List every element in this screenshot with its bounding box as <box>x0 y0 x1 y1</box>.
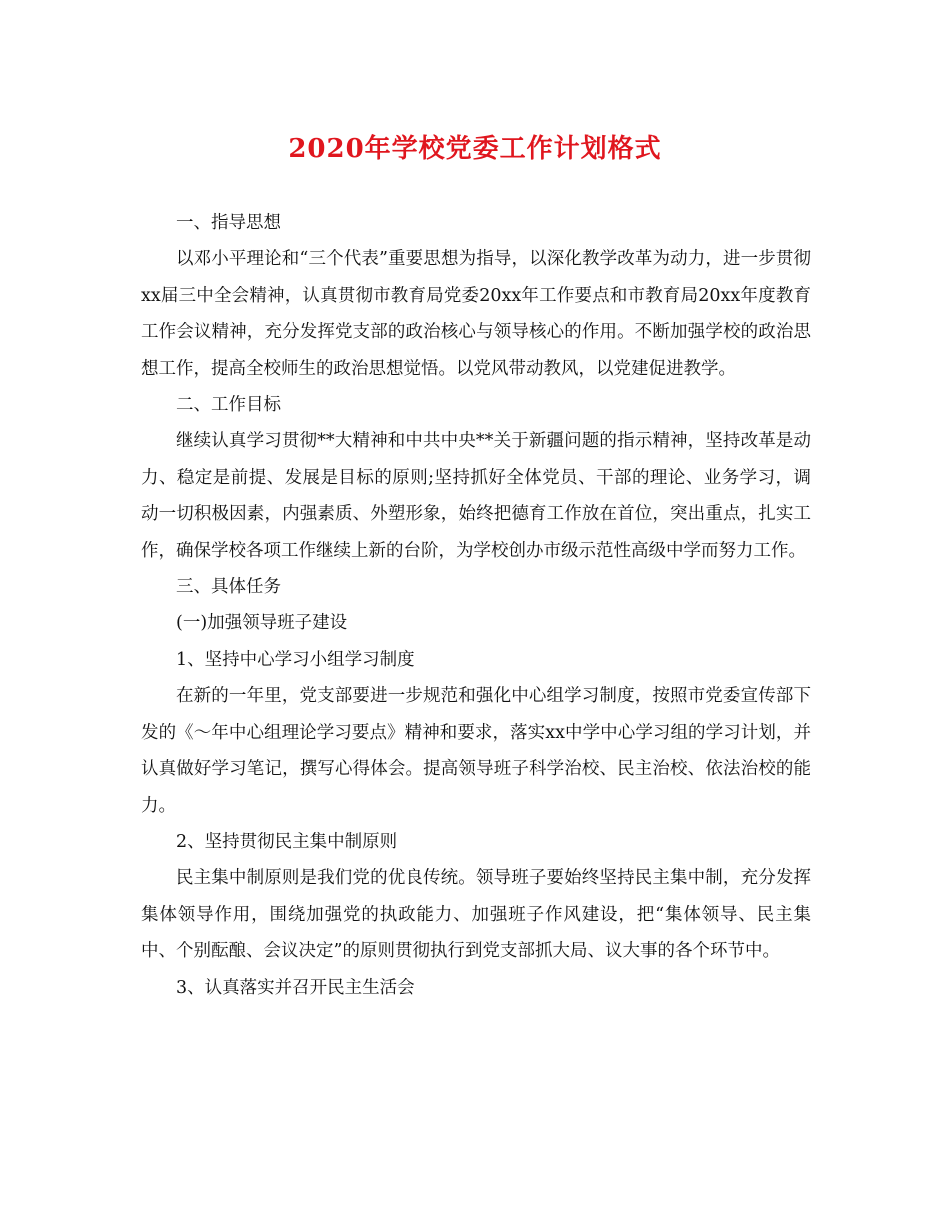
paragraph: 继续认真学习贯彻**大精神和中共中央**关于新疆问题的指示精神，坚持改革是动力、稳定是前提、发展是目标的原则;坚持抓好全体党员、干部的理论、业务学习，调动一切积极因素，内强素质、外塑形象，始终把德育工作放在首位，突出重点，扎实工作，确保学校各项工作继续上新的台阶，为学校创办市级示范性高级中学而努力工作。 <box>141 431 811 561</box>
item-heading: 2、坚持贯彻民主集中制原则 <box>176 831 398 852</box>
document-title: 2020年学校党委工作计划格式 <box>288 134 662 164</box>
section-heading: 三、具体任务 <box>176 577 281 598</box>
item-heading: 1、坚持中心学习小组学习制度 <box>176 649 415 670</box>
item-heading: 3、认真落实并召开民主生活会 <box>176 977 415 998</box>
paragraph: 在新的一年里，党支部要进一步规范和强化中心组学习制度，按照市党委宣传部下发的《～年中心组理论学习要点》精神和要求，落实xx中学中心学习组的学习计划，并认真做好学习笔记，撰写心得体会。提高领导班子科学治校、民主治校、依法治校的能力。 <box>141 686 811 816</box>
paragraph: 民主集中制原则是我们党的优良传统。领导班子要始终坚持民主集中制，充分发挥集体领导作用，围绕加强党的执政能力、加强班子作风建设，把“集体领导、民主集中、个别酝酿、会议决定”的原则贯彻执行到党支部抓大局、议大事的各个环节中。 <box>141 868 811 962</box>
paragraph: 以邓小平理论和“三个代表”重要思想为指导，以深化教学改革为动力，进一步贯彻xx届三中全会精神，认真贯彻市教育局党委20xx年工作要点和市教育局20xx年度教育工作会议精神，充分发挥党支部的政治核心与领导核心的作用。不断加强学校的政治思想工作，提高全校师生的政治思想觉悟。以党风带动教风，以党建促进教学。 <box>141 249 811 379</box>
section-heading: 二、工作目标 <box>176 395 281 416</box>
document-body <box>141 205 811 1006</box>
section-heading: 一、指导思想 <box>176 213 281 233</box>
subsection-heading: (一)加强领导班子建设 <box>176 613 348 634</box>
